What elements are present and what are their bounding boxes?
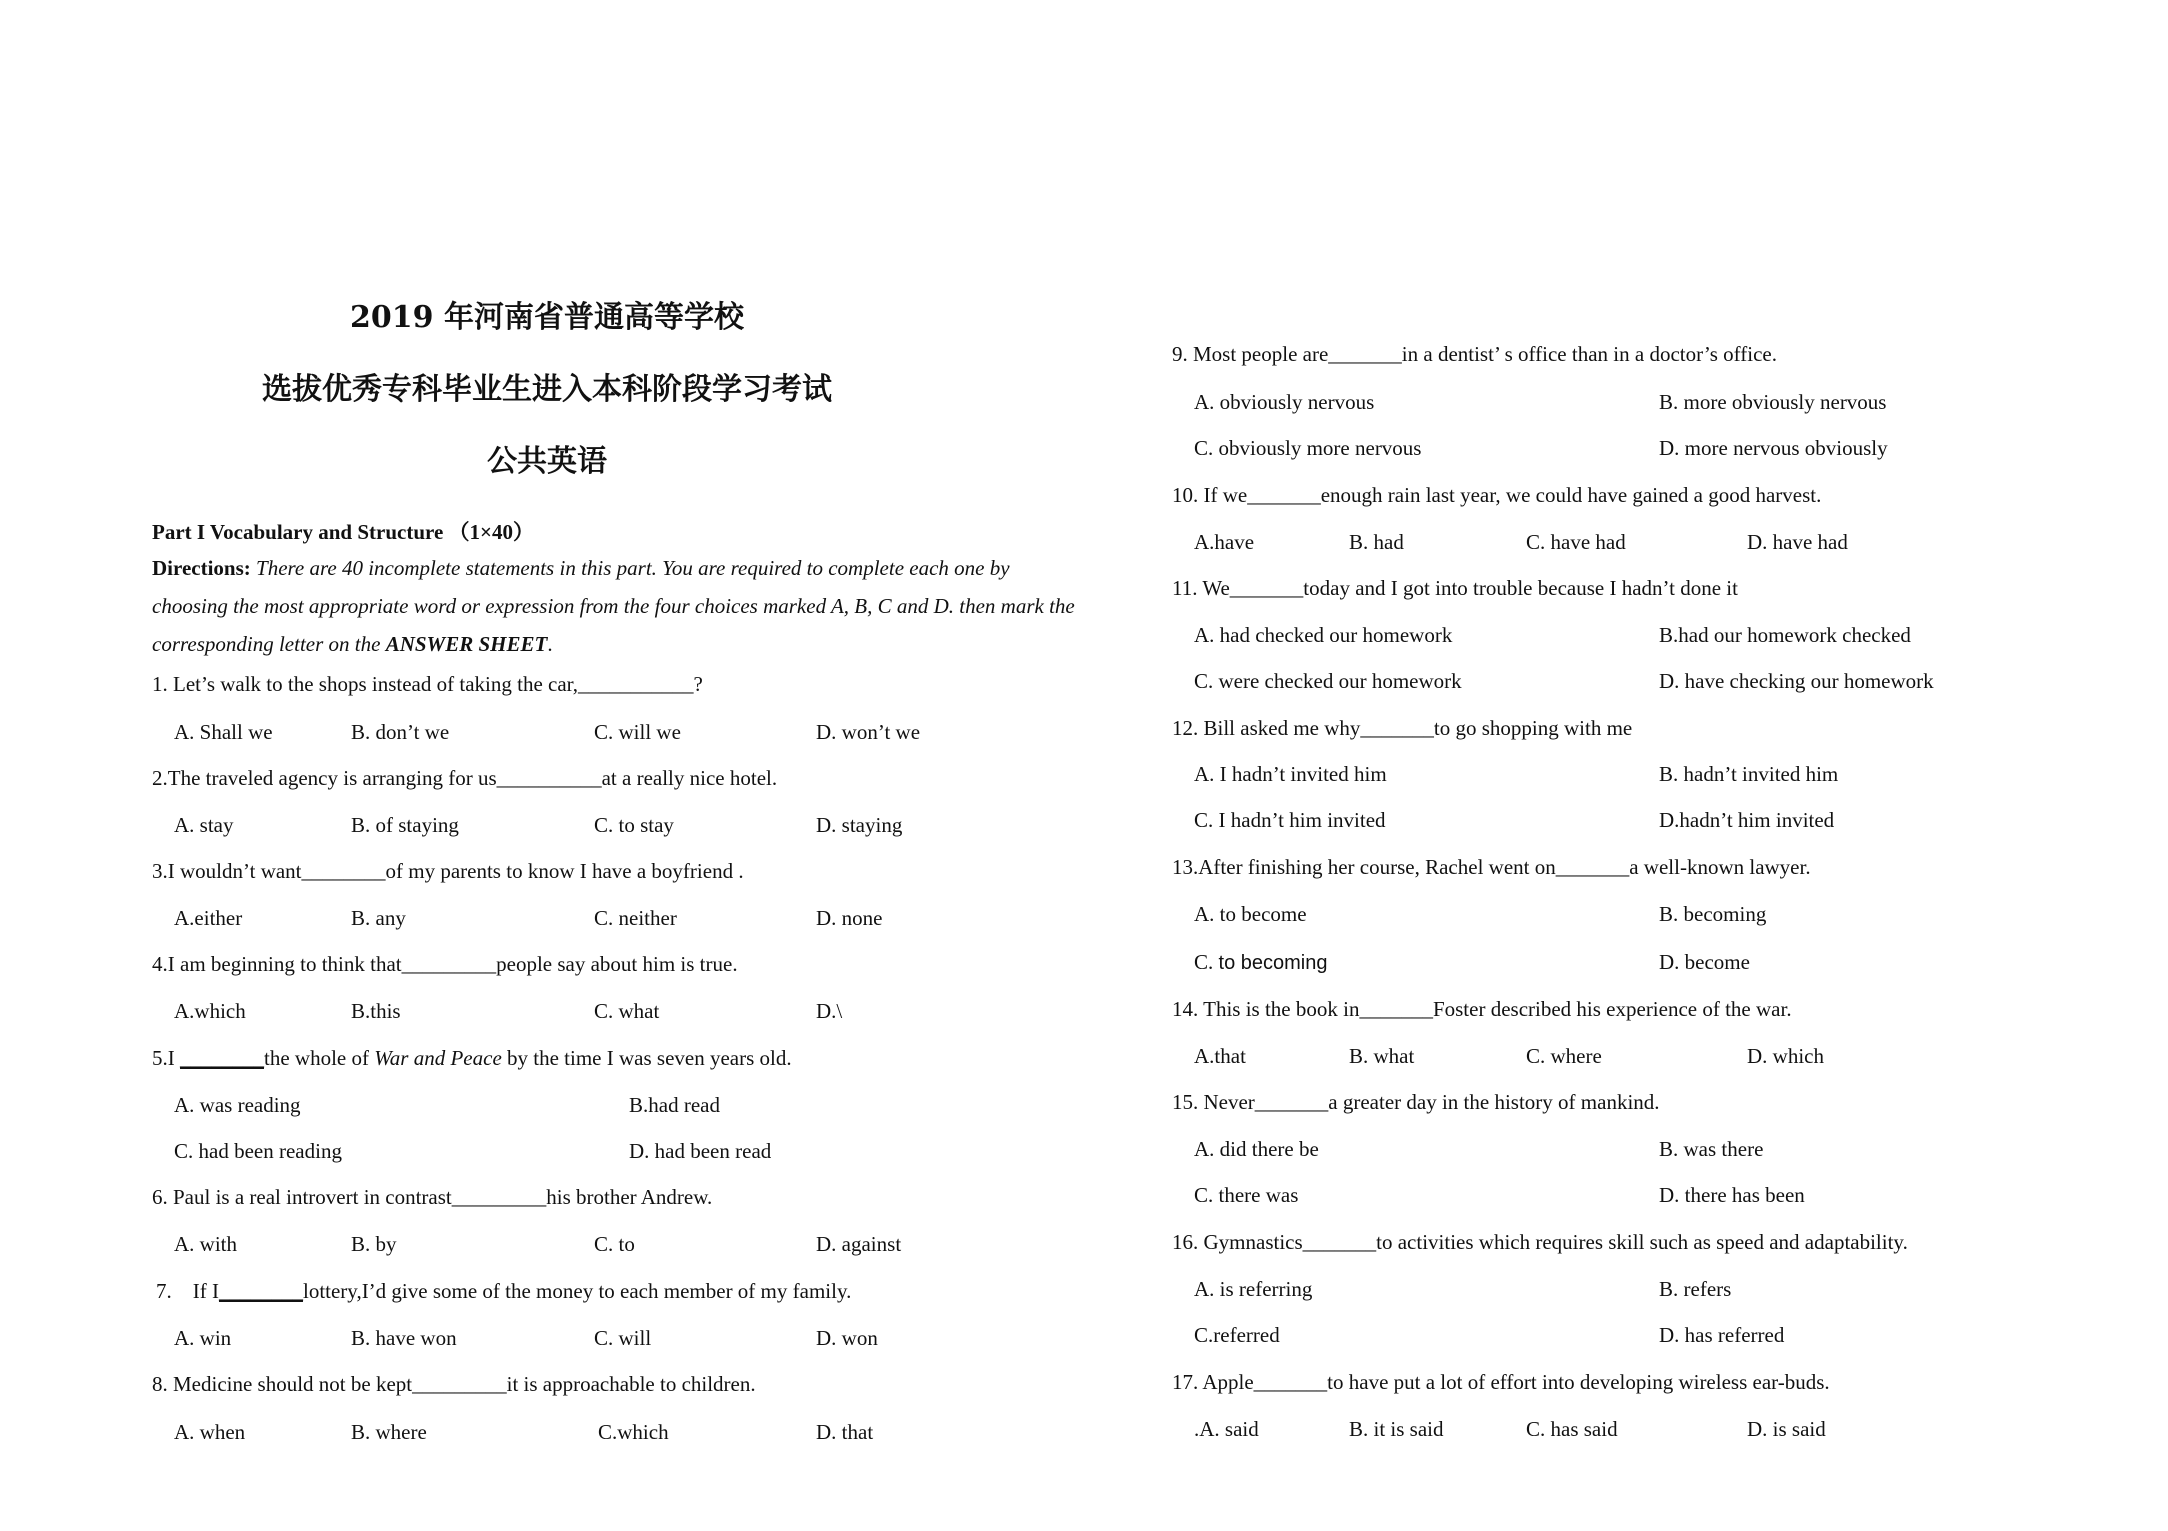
question-options — [1194, 1275, 2094, 1303]
option-a[interactable]: A. I hadn’t invited him — [1194, 762, 1387, 786]
option-a[interactable]: A.which — [174, 999, 246, 1023]
answer-sheet-label: ANSWER SHEET — [385, 632, 548, 656]
question-stem: 9. Most people are_______in a dentist’ s office than in a doctor’s office. — [1172, 342, 1777, 366]
stem-start: 5.I — [152, 1046, 180, 1070]
option-a[interactable]: A. did there be — [1194, 1137, 1319, 1161]
answer-blank: ________ — [180, 1046, 264, 1070]
directions-label: Directions: — [152, 556, 257, 580]
option-c[interactable]: C.which — [598, 1420, 669, 1444]
stem-middle: the whole of — [264, 1046, 375, 1070]
option-d[interactable]: D. have checking our homework — [1659, 669, 1934, 693]
question-stem: 17. Apple_______to have put a lot of effort into developing wireless ear-buds. — [1172, 1370, 1830, 1394]
stem-start: 7. If I — [156, 1279, 219, 1303]
question-stem: 10. If we_______enough rain last year, we could have gained a good harvest. — [1172, 483, 1822, 507]
book-title: War and Peace — [374, 1046, 502, 1070]
question-stem: 12. Bill asked me why_______to go shopping with me — [1172, 716, 1633, 740]
question-options — [174, 1230, 1074, 1258]
option-text: to becoming — [1218, 952, 1328, 974]
option-a[interactable]: A. win — [174, 1326, 232, 1350]
option-a[interactable]: A. stay — [174, 813, 234, 837]
option-c[interactable]: C. I hadn’t him invited — [1194, 808, 1386, 832]
option-a[interactable]: A. had checked our homework — [1194, 623, 1453, 647]
directions-text: There are 40 incomplete statements in this part. You are required to complete each one by choosing the most appropriate word or expression from the four choices marked A, B, C and D. then mark the corresponding letter on the — [152, 556, 1075, 656]
option-d[interactable]: D.\ — [816, 999, 843, 1023]
option-b[interactable]: B. refers — [1659, 1277, 1732, 1301]
option-c[interactable]: C. where — [1526, 1044, 1602, 1068]
question-options — [1194, 434, 2094, 462]
option-a[interactable]: A. with — [174, 1232, 237, 1256]
question-options — [1194, 1135, 2094, 1163]
option-c[interactable]: C. were checked our homework — [1194, 669, 1462, 693]
subject-title: 公共英语 — [487, 444, 607, 479]
question-options — [1194, 1042, 2094, 1070]
option-letter: C. — [1194, 950, 1219, 974]
option-b[interactable]: B. was there — [1659, 1137, 1764, 1161]
question-options — [174, 1324, 1074, 1352]
option-c[interactable]: C. has said — [1526, 1417, 1618, 1441]
question-stem: 4.I am beginning to think that_________people say about him is true. — [152, 952, 738, 976]
option-c[interactable]: C.referred — [1194, 1323, 1280, 1347]
option-c[interactable] — [1194, 948, 1327, 977]
option-c[interactable]: C. to stay — [594, 813, 674, 837]
option-b[interactable]: B. any — [351, 906, 406, 930]
option-a[interactable]: A.that — [1194, 1044, 1246, 1068]
answer-blank: ________ — [218, 1279, 303, 1303]
question-options — [174, 811, 1074, 839]
part-heading: Part I Vocabulary and Structure （1×40） — [152, 520, 535, 544]
question-stem — [156, 1277, 851, 1305]
question-options — [1194, 388, 2094, 416]
option-b[interactable]: B. more obviously nervous — [1659, 390, 1887, 414]
question-stem: 13.After finishing her course, Rachel went on_______a well-known lawyer. — [1172, 855, 1811, 879]
question-options — [1194, 1415, 2094, 1443]
question-stem — [152, 1044, 792, 1072]
question-stem: 15. Never_______a greater day in the history of mankind. — [1172, 1090, 1660, 1114]
option-b[interactable]: B. becoming — [1659, 902, 1767, 926]
option-d[interactable]: D. staying — [816, 813, 903, 837]
option-d[interactable]: D. against — [816, 1232, 902, 1256]
question-options — [1194, 528, 2094, 556]
question-stem: 8. Medicine should not be kept_________it is approachable to children. — [152, 1372, 756, 1396]
option-b[interactable]: B. hadn’t invited him — [1659, 762, 1839, 786]
exam-subtitle: 选拔优秀专科毕业生进入本科阶段学习考试 — [262, 372, 832, 407]
question-stem: 11. We_______today and I got into trouble because I hadn’t done it — [1172, 576, 1738, 600]
option-b[interactable]: B.this — [351, 999, 401, 1023]
option-b[interactable]: B.had our homework checked — [1659, 623, 1911, 647]
stem-end: by the time I was seven years old. — [501, 1046, 792, 1070]
question-options — [174, 1418, 1074, 1446]
option-d[interactable]: D. has referred — [1659, 1323, 1785, 1347]
option-d[interactable]: D. that — [816, 1420, 874, 1444]
option-d[interactable]: D.hadn’t him invited — [1659, 808, 1835, 832]
option-c[interactable]: C. obviously more nervous — [1194, 436, 1422, 460]
option-a[interactable]: A. Shall we — [174, 720, 273, 744]
question-options — [174, 997, 1074, 1025]
option-d[interactable]: D. won — [816, 1326, 878, 1350]
option-a[interactable]: A.either — [174, 906, 243, 930]
question-options — [174, 1091, 1074, 1119]
option-c[interactable]: C. to — [594, 1232, 635, 1256]
question-options — [1194, 900, 2094, 928]
option-c[interactable]: C. have had — [1526, 530, 1626, 554]
option-d[interactable]: D. is said — [1747, 1417, 1826, 1441]
directions — [152, 549, 1082, 663]
question-options — [174, 1137, 1074, 1165]
question-options — [174, 718, 1074, 746]
stem-end: lottery,I’d give some of the money to each member of my family. — [302, 1279, 852, 1303]
question-options — [1194, 948, 2094, 976]
option-a[interactable]: .A. said — [1194, 1417, 1259, 1441]
option-d[interactable]: D. there has been — [1659, 1183, 1805, 1207]
question-stem: 16. Gymnastics_______to activities which requires skill such as speed and adaptability. — [1172, 1230, 1908, 1254]
directions-end: . — [547, 632, 553, 656]
question-options — [1194, 1181, 2094, 1209]
question-options — [1194, 1321, 2094, 1349]
question-stem: 3.I wouldn’t want________of my parents to know I have a boyfriend . — [152, 859, 744, 883]
option-c[interactable]: C. had been reading — [174, 1139, 342, 1163]
option-b[interactable]: B. it is said — [1349, 1417, 1444, 1441]
option-a[interactable]: A. is referring — [1194, 1277, 1313, 1301]
option-b[interactable]: B. of staying — [351, 813, 459, 837]
question-options — [174, 904, 1074, 932]
question-options — [1194, 760, 2094, 788]
option-b[interactable]: B. what — [1349, 1044, 1415, 1068]
option-b[interactable]: B. where — [351, 1420, 427, 1444]
question-stem: 6. Paul is a real introvert in contrast_________his brother Andrew. — [152, 1185, 713, 1209]
option-c[interactable]: C. will — [594, 1326, 652, 1350]
option-a[interactable]: A. when — [174, 1420, 246, 1444]
question-options — [1194, 621, 2094, 649]
question-stem: 2.The traveled agency is arranging for us__________at a really nice hotel. — [152, 766, 778, 790]
option-d[interactable]: D. which — [1747, 1044, 1824, 1068]
exam-title: 2019 年河南省普通高等学校 — [350, 300, 744, 335]
option-c[interactable]: C. neither — [594, 906, 677, 930]
option-d[interactable]: D. won’t we — [816, 720, 921, 744]
option-a[interactable]: A. was reading — [174, 1093, 301, 1117]
question-stem: 1. Let’s walk to the shops instead of taking the car,___________? — [152, 672, 703, 696]
option-c[interactable]: C. there was — [1194, 1183, 1299, 1207]
option-d[interactable]: D. more nervous obviously — [1659, 436, 1888, 460]
option-b[interactable]: B.had read — [629, 1093, 720, 1117]
option-b[interactable]: B. don’t we — [351, 720, 450, 744]
option-a[interactable]: A. to become — [1194, 902, 1307, 926]
option-a[interactable]: A. obviously nervous — [1194, 390, 1375, 414]
option-a[interactable]: A.have — [1194, 530, 1255, 554]
option-b[interactable]: B. have won — [351, 1326, 457, 1350]
question-stem: 14. This is the book in_______Foster described his experience of the war. — [1172, 997, 1792, 1021]
option-b[interactable]: B. had — [1349, 530, 1404, 554]
option-b[interactable]: B. by — [351, 1232, 397, 1256]
option-d[interactable]: D. had been read — [629, 1139, 772, 1163]
option-d[interactable]: D. have had — [1747, 530, 1848, 554]
option-c[interactable]: C. will we — [594, 720, 681, 744]
question-options — [1194, 667, 2094, 695]
option-c[interactable]: C. what — [594, 999, 660, 1023]
option-d[interactable]: D. none — [816, 906, 883, 930]
option-d[interactable]: D. become — [1659, 950, 1750, 974]
question-options — [1194, 806, 2094, 834]
